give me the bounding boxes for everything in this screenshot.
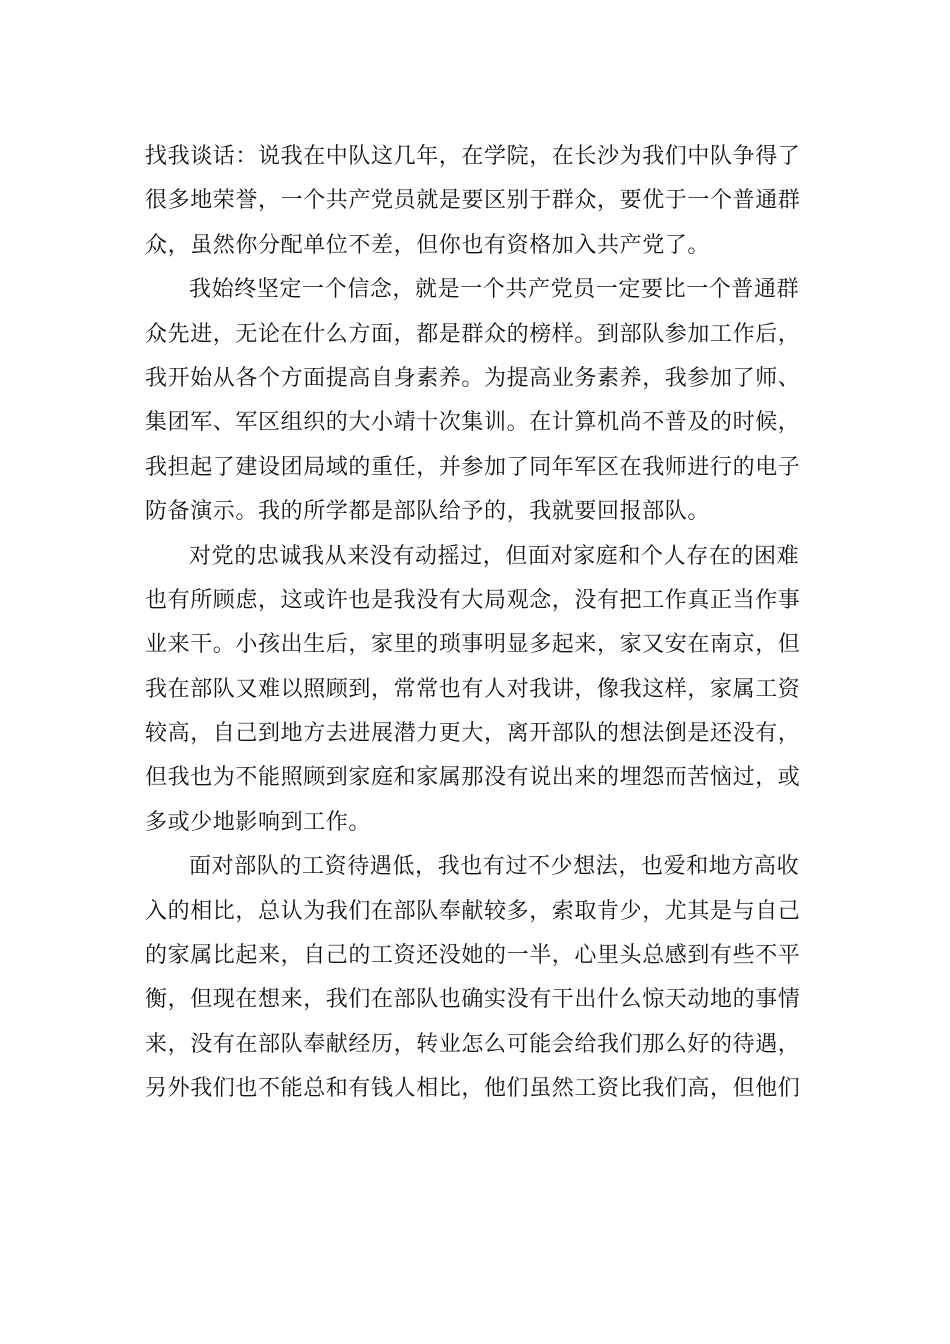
paragraph-1 (145, 135, 810, 268)
text-line: 但我也为不能照顾到家庭和家属那没有说出来的埋怨而苦恼过，或 (145, 765, 801, 791)
text-line: 衡，但现在想来，我们在部队也确实没有干出什么惊天动地的事情 (145, 987, 801, 1013)
text-line: 集团军、军区组织的大小靖十次集训。在计算机尚不普及的时候， (145, 410, 801, 436)
text-line: 也有所顾虑，这或许也是我没有大局观念，没有把工作真正当作事 (145, 587, 801, 613)
text-line: 我始终坚定一个信念，就是一个共产党员一定要比一个普通群 (189, 277, 800, 303)
text-line: 较高，自己到地方去进展潜力更大，离开部队的想法倒是还没有， (145, 721, 801, 747)
text-line: 的家属比起来，自己的工资还没她的一半，心里头总感到有些不平 (145, 943, 801, 969)
text-line: 众，虽然你分配单位不差，但你也有资格加入共产党了。 (145, 232, 711, 258)
text-line: 来，没有在部队奉献经历，转业怎么可能会给我们那么好的待遇， (145, 1031, 801, 1057)
text-line: 另外我们也不能总和有钱人相比，他们虽然工资比我们高，但他们 (145, 1076, 801, 1102)
text-line: 我担起了建设团局域的重任，并参加了同年军区在我师进行的电子 (145, 454, 801, 480)
text-line: 入的相比，总认为我们在部队奉献较多，索取肯少，尤其是与自己 (145, 898, 801, 924)
document-page (145, 135, 810, 1112)
text-line: 多或少地影响到工作。 (145, 809, 372, 835)
text-line: 防备演示。我的所学都是部队给予的，我就要回报部队。 (145, 499, 711, 525)
text-line: 业来干。小孩出生后，家里的琐事明显多起来，家又安在南京，但 (145, 632, 801, 658)
paragraph-3 (145, 535, 810, 846)
text-line: 众先进，无论在什么方面，都是群众的榜样。到部队参加工作后， (145, 321, 801, 347)
text-line: 面对部队的工资待遇低，我也有过不少想法，也爱和地方高收 (189, 854, 800, 880)
text-line: 对党的忠诚我从来没有动摇过，但面对家庭和个人存在的困难 (189, 543, 800, 569)
text-line: 找我谈话：说我在中队这几年，在学院，在长沙为我们中队争得了 (145, 144, 801, 169)
text-line: 我在部队又难以照顾到，常常也有人对我讲，像我这样，家属工资 (145, 676, 801, 702)
text-line: 我开始从各个方面提高自身素养。为提高业务素养，我参加了师、 (145, 365, 801, 391)
paragraph-4 (145, 845, 810, 1111)
text-line: 很多地荣誉，一个共产党员就是要区别于群众，要优于一个普通群 (145, 188, 801, 214)
paragraph-2 (145, 268, 810, 534)
